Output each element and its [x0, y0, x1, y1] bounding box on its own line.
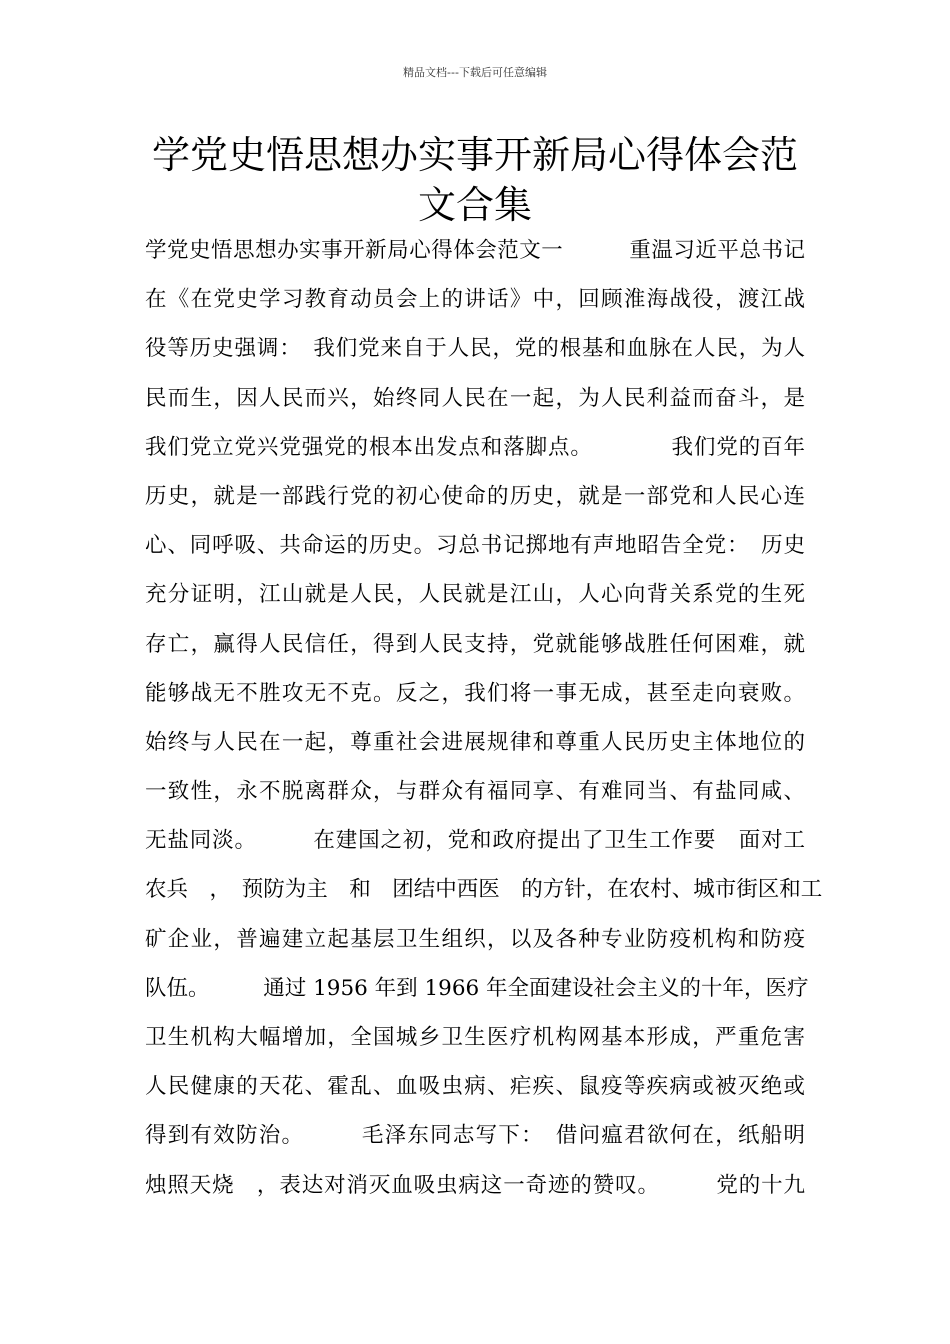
body-line: 我们党立党兴党强党的根本出发点和落脚点。 我们党的百年 [145, 434, 805, 460]
title-line-2: 文合集 [417, 183, 532, 227]
body-line: 烛照天烧 ，表达对消灭血吸虫病这一奇迹的赞叹。 党的十九 [145, 1172, 805, 1198]
body-line: 始终与人民在一起，尊重社会进展规律和尊重人民历史主体地位的 [145, 729, 805, 755]
body-line: 在《在党史学习教育动员会上的讲话》中，回顾淮海战役，渡江战 [145, 287, 805, 313]
body-line: 心、同呼吸、共命运的历史。习总书记掷地有声地昭告全党： 历史 [145, 533, 805, 559]
body-line: 矿企业，普遍建立起基层卫生组织，以及各种专业防疫机构和防疫 [145, 926, 805, 952]
body-line: 得到有效防治。 毛泽东同志写下： 借问瘟君欲何在，纸船明 [145, 1123, 805, 1149]
document-title [130, 130, 820, 230]
header-note: 精品文档---下载后可任意编辑 [403, 66, 547, 79]
body-line: 民而生，因人民而兴，始终同人民在一起，为人民利益而奋斗，是 [145, 385, 805, 411]
body-line: 役等历史强调： 我们党来自于人民，党的根基和血脉在人民，为人 [145, 336, 805, 362]
body-line: 能够战无不胜攻无不克。反之，我们将一事无成，甚至走向衰败。 [145, 680, 805, 706]
body-line: 历史，就是一部践行党的初心使命的历史，就是一部党和人民心连 [145, 483, 805, 509]
body-line: 一致性，永不脱离群众，与群众有福同享、有难同当、有盐同咸、 [145, 779, 805, 805]
body-line: 队伍。 通过 1956 年到 1966 年全面建设社会主义的十年，医疗 [145, 975, 809, 1001]
body-line: 卫生机构大幅增加，全国城乡卫生医疗机构网基本形成，严重危害 [145, 1025, 805, 1050]
body-line: 学党史悟思想办实事开新局心得体会范文一 重温习近平总书记 [145, 238, 805, 263]
body-line: 存亡，赢得人民信任，得到人民支持，党就能够战胜任何困难，就 [145, 631, 805, 657]
body-line: 农兵 ， 预防为主 和 团结中西医 的方针，在农村、城市街区和工 [145, 877, 823, 903]
body-line: 充分证明，江山就是人民，人民就是江山，人心向背关系党的生死 [145, 582, 805, 608]
document-body [145, 226, 823, 1210]
title-line-1: 学党史悟思想办实事开新局心得体会范 [151, 133, 798, 177]
body-line: 无盐同淡。 在建国之初，党和政府提出了卫生工作要 面对工 [145, 828, 805, 854]
body-line: 人民健康的天花、霍乱、血吸虫病、疟疾、鼠疫等疾病或被灭绝或 [145, 1074, 805, 1100]
